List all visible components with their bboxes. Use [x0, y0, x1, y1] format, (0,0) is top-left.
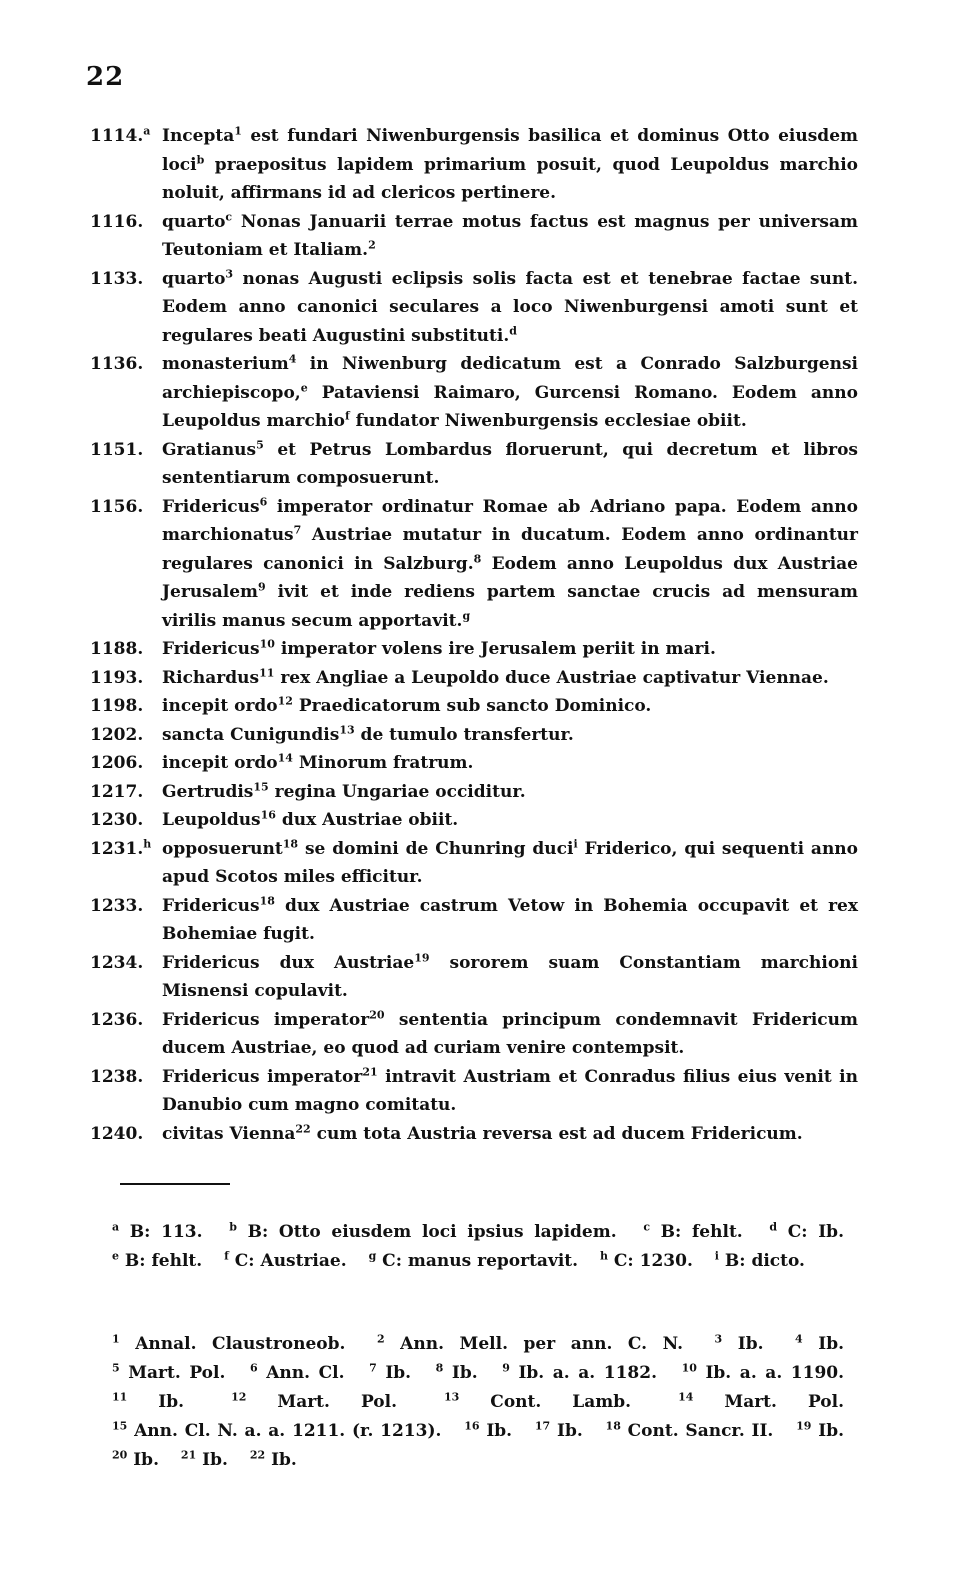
footnote-marker: 17	[534, 1419, 551, 1433]
footnote-marker: 18	[605, 1419, 621, 1433]
entry-text-segment: fundator Niwenburgensis ecclesiae obiit.	[349, 411, 747, 431]
entry-text-segment: Incepta	[162, 126, 235, 146]
chronicle-entry	[90, 493, 858, 636]
footnote-text: C: manus reportavit.	[376, 1251, 579, 1271]
footnote-marker: 9	[502, 1361, 510, 1375]
source-note	[715, 1334, 764, 1354]
chronicle-entry	[90, 436, 858, 493]
entry-year	[90, 664, 162, 693]
chronicle-entry	[90, 1006, 858, 1063]
entry-text-segment: Fridericus imperator	[162, 1066, 363, 1087]
source-note	[112, 1450, 159, 1470]
footnote-text: B: 113.	[119, 1222, 203, 1242]
footnote-marker: 7	[293, 523, 302, 537]
chronicle-entry	[90, 664, 858, 693]
entry-text	[162, 692, 858, 721]
entry-text-segment: monasterium	[162, 354, 289, 374]
entry-year	[90, 835, 162, 864]
footnote-marker: 13	[339, 722, 355, 736]
entry-text-segment: Gertrudis	[162, 781, 254, 802]
chronicle-entry	[90, 1120, 858, 1149]
entry-text-segment: quarto	[162, 268, 226, 289]
entry-text-segment: Eodem anno Leupoldus dux Austriae Jerusalem	[162, 553, 859, 602]
year-label: 1114.	[90, 126, 144, 146]
entry-text	[162, 892, 858, 949]
entry-year	[90, 436, 162, 465]
source-note	[377, 1334, 683, 1354]
footnote-marker: 14	[277, 751, 293, 765]
footnote-text: Ib. a. a. 1190.	[696, 1363, 845, 1383]
footnote-marker: 5	[112, 1361, 120, 1375]
footnote-marker: 16	[464, 1419, 480, 1433]
entry-text-segment: sancta Cunigundis	[162, 724, 340, 745]
entry-text-segment: imperator ordinatur Romae ab Adriano papa. Eodem anno marchionatus	[162, 496, 858, 545]
entry-text-segment: in Niwenburg dedicatum est a Conrado Salzburgensi archiepiscopo,	[162, 354, 858, 403]
footnote-marker: d	[769, 1220, 778, 1234]
year-label: 1116.	[90, 211, 144, 232]
entry-text	[162, 806, 858, 835]
entry-text-segment: civitas Vienna	[162, 1123, 296, 1144]
footnote-marker: b	[196, 152, 205, 166]
entry-text	[162, 835, 858, 892]
year-label: 1133.	[90, 268, 144, 289]
footnote-marker: h	[599, 1249, 608, 1263]
footnote-text: Cont. Sancr. II.	[620, 1421, 774, 1441]
source-note	[112, 1334, 345, 1354]
footnote-marker: 15	[253, 779, 269, 793]
entry-year	[90, 692, 162, 721]
year-label: 1233.	[90, 895, 144, 916]
source-note	[606, 1421, 774, 1441]
variant-note	[369, 1251, 579, 1271]
footnote-text: Ib.	[479, 1421, 513, 1441]
entry-year	[90, 949, 162, 978]
footnote-text: Annal. Claustroneob.	[119, 1334, 346, 1354]
entry-text-segment: rex Angliae a Leupoldo duce Austriae captivatur Viennae.	[274, 667, 829, 688]
footnote-text: B: dicto.	[718, 1251, 805, 1271]
footnote-marker: c	[643, 1220, 651, 1234]
entry-text-segment: Fridericus	[162, 895, 260, 916]
chronicle-entry	[90, 122, 858, 208]
chronicle-entry	[90, 949, 858, 1006]
footnote-marker: 16	[260, 808, 276, 822]
footnote-marker: i	[573, 836, 578, 850]
chronicle-entry	[90, 835, 858, 892]
entry-text-segment: de tumulo transfertur.	[354, 724, 574, 745]
entry-text	[162, 436, 858, 493]
footnote-marker: 15	[112, 1419, 128, 1433]
footnote-marker: 6	[259, 494, 268, 508]
entry-text-segment: opposuerunt	[162, 838, 283, 859]
variant-marker: a	[143, 124, 151, 138]
variant-note	[715, 1251, 805, 1271]
footnote-marker: 3	[714, 1332, 723, 1346]
footnote-marker: f	[224, 1249, 229, 1263]
footnote-text: Cont. Lamb.	[459, 1392, 632, 1412]
entry-text-segment: sororem suam Constantiam marchioni Misnensi copulavit.	[162, 952, 859, 1001]
entry-text-segment: Austriae mutatur in ducatum. Eodem anno ordinantur regulares canonici in Salzburg.	[162, 525, 858, 574]
footnote-text: B: fehlt.	[650, 1222, 743, 1242]
chronicle-entry	[90, 892, 858, 949]
entry-text-segment: Pataviensi Raimaro, Gurcensi Romano. Eodem anno Leupoldus marchio	[162, 382, 858, 431]
footnote-text: B: Otto eiusdem loci ipsius lapidem.	[236, 1222, 617, 1242]
entry-text	[162, 1063, 858, 1120]
year-label: 1188.	[90, 639, 144, 659]
footnote-marker: 10	[259, 637, 275, 651]
footnote-text: Ib.	[802, 1334, 844, 1354]
footnote-marker: 6	[249, 1361, 258, 1375]
footnote-text: Ib.	[722, 1334, 764, 1354]
footnote-divider	[120, 1183, 230, 1185]
entry-text-segment: Leupoldus	[162, 810, 261, 830]
year-label: 1206.	[90, 753, 144, 773]
footnote-marker: 18	[259, 893, 275, 907]
footnote-marker: 3	[225, 266, 234, 280]
entry-text-segment: Minorum fratrum.	[292, 753, 474, 773]
footnote-text: Ib.	[127, 1450, 159, 1470]
footnote-marker: g	[368, 1249, 377, 1263]
footnote-text: C: Ib.	[777, 1222, 844, 1242]
source-note	[436, 1363, 478, 1383]
source-note	[250, 1450, 297, 1470]
year-label: 1198.	[90, 696, 144, 716]
footnote-marker: 7	[369, 1361, 377, 1375]
footnote-marker: 13	[444, 1390, 460, 1404]
entry-text-segment: sententia principum condemnavit Fridericum ducem Austriae, eo quod ad curiam venire contempsit.	[162, 1009, 858, 1058]
chronicle-entry	[90, 265, 858, 351]
entry-text-segment: Fridericus imperator	[162, 1009, 370, 1030]
footnote-marker: i	[714, 1249, 719, 1263]
entry-text-segment: Fridericus	[162, 496, 260, 517]
variant-marker: h	[143, 836, 152, 850]
chronicle-entry	[90, 350, 858, 436]
source-note	[502, 1363, 657, 1383]
source-note	[535, 1421, 583, 1441]
entry-text-segment: Richardus	[162, 667, 260, 688]
entry-text	[162, 664, 858, 693]
footnote-marker: e	[300, 380, 308, 394]
footnote-marker: f	[345, 409, 350, 423]
footnote-marker: 19	[796, 1419, 812, 1433]
entry-year	[90, 122, 162, 151]
entry-text-segment: praepositus lapidem primarium posuit, quod Leupoldus marchio noluit, affirmans id ad clericos pertinere.	[162, 154, 858, 203]
chronicle-entry	[90, 635, 858, 664]
footnote-marker: 5	[256, 437, 264, 451]
footnote-marker: 2	[368, 238, 376, 252]
chronicle-entry	[90, 778, 858, 807]
footnote-text: Ib.	[550, 1421, 583, 1441]
entry-text-segment: et Petrus Lombardus floruerunt, qui decretum et libros sententiarum composuerunt.	[162, 439, 858, 488]
variant-note	[112, 1222, 203, 1242]
entry-text-segment: Fridericus dux Austriae	[162, 952, 415, 973]
source-note	[464, 1421, 512, 1441]
footnote-marker: g	[462, 608, 471, 622]
footnote-marker: 10	[681, 1361, 697, 1375]
footnote-text: Ib.	[196, 1450, 228, 1470]
entry-year	[90, 1006, 162, 1035]
footnote-marker: 11	[112, 1390, 128, 1404]
footnote-marker: 2	[376, 1332, 385, 1346]
entry-year	[90, 1063, 162, 1092]
footnote-marker: 20	[369, 1007, 385, 1021]
footnote-text: Ib.	[376, 1363, 412, 1383]
footnote-marker: 11	[259, 665, 275, 679]
entry-text	[162, 493, 858, 636]
footnote-marker: b	[229, 1220, 237, 1234]
entry-year	[90, 493, 162, 522]
footnote-text: Mart. Pol.	[246, 1392, 397, 1412]
variant-note	[224, 1251, 347, 1271]
entry-text-segment: se domini de Chunring duci	[298, 838, 574, 859]
entry-year	[90, 721, 162, 750]
entry-text	[162, 1006, 858, 1063]
footnote-marker: 4	[288, 352, 297, 366]
entry-text-segment: imperator volens ire Jerusalem periit in mari.	[274, 639, 716, 659]
source-note	[112, 1392, 184, 1412]
variant-note	[643, 1222, 742, 1242]
entry-text-segment: incepit ordo	[162, 753, 278, 773]
entry-text-segment: cum tota Austria reversa est ad ducem Fridericum.	[310, 1123, 803, 1144]
source-note	[112, 1363, 225, 1383]
entry-year	[90, 778, 162, 807]
footnote-marker: 22	[249, 1448, 266, 1462]
variant-note	[112, 1251, 202, 1271]
entry-text-segment: ivit et inde rediens partem sanctae crucis ad mensuram virilis manus secum apportavit.	[162, 582, 858, 631]
entry-year	[90, 892, 162, 921]
source-note	[444, 1392, 631, 1412]
footnote-marker: 18	[282, 836, 299, 850]
source-note	[250, 1363, 345, 1383]
footnote-text: B: fehlt.	[119, 1251, 203, 1271]
entry-text	[162, 949, 858, 1006]
footnote-text: Ann. Cl. N. a. a. 1211. (r. 1213).	[127, 1421, 442, 1441]
chronicle-entry	[90, 749, 858, 778]
chronicle-entry	[90, 806, 858, 835]
variant-footnotes	[112, 1218, 860, 1276]
source-note	[231, 1392, 397, 1412]
entry-text	[162, 1120, 858, 1149]
chronicle-entry	[90, 692, 858, 721]
entry-year	[90, 1120, 162, 1149]
year-label: 1230.	[90, 810, 144, 830]
source-note	[181, 1450, 228, 1470]
entry-text	[162, 635, 858, 664]
footnote-marker: 21	[362, 1064, 378, 1078]
footnote-text: Ib.	[127, 1392, 185, 1412]
footnote-text: Ib.	[811, 1421, 845, 1441]
footnote-marker: 14	[678, 1390, 694, 1404]
footnote-marker: 8	[473, 551, 482, 565]
chronicle-entries	[90, 122, 858, 1148]
year-label: 1236.	[90, 1009, 144, 1030]
footnote-marker: 12	[231, 1390, 247, 1404]
entry-text	[162, 749, 858, 778]
footnote-text: Ib.	[265, 1450, 297, 1470]
chronicle-entry	[90, 1063, 858, 1120]
entry-text-segment: regina Ungariae occiditur.	[268, 781, 526, 802]
footnote-marker: 19	[414, 950, 430, 964]
source-footnotes	[112, 1330, 860, 1475]
entry-text	[162, 778, 858, 807]
entry-text-segment: intravit Austriam et Conradus filius eius venit in Danubio cum magno comitatu.	[162, 1066, 858, 1115]
year-label: 1217.	[90, 781, 144, 802]
footnote-text: Mart. Pol.	[693, 1392, 844, 1412]
year-label: 1151.	[90, 439, 144, 460]
entry-text-segment: Praedicatorum sub sancto Dominico.	[292, 696, 652, 716]
footnote-marker: 12	[277, 694, 293, 708]
entry-text	[162, 122, 858, 208]
year-label: 1234.	[90, 952, 144, 973]
footnote-text: C: Austriae.	[228, 1251, 347, 1271]
variant-note	[229, 1222, 616, 1242]
footnote-marker: 1	[234, 124, 242, 138]
year-label: 1240.	[90, 1123, 144, 1144]
variant-note	[600, 1251, 693, 1271]
entry-text-segment: nonas Augusti eclipsis solis facta est et tenebrae factae sunt. Eodem anno canonici seculares a loco Niwenburgensi amoti sunt et regulares beati Augustini substituti.	[162, 268, 858, 346]
footnote-marker: c	[225, 209, 233, 223]
entry-text	[162, 265, 858, 351]
entry-text-segment: Gratianus	[162, 439, 257, 460]
entry-text-segment: incepit ordo	[162, 696, 278, 716]
page-number: 22	[86, 62, 125, 92]
source-note	[796, 1421, 844, 1441]
entry-year	[90, 749, 162, 778]
year-label: 1193.	[90, 667, 144, 688]
entry-text	[162, 208, 858, 265]
footnote-marker: 21	[180, 1448, 197, 1462]
footnote-marker: 20	[112, 1448, 128, 1462]
footnote-text: Mart. Pol.	[119, 1363, 226, 1383]
footnote-marker: d	[509, 323, 517, 337]
entry-text-segment: Friderico, qui sequenti anno apud Scotos miles efficitur.	[162, 838, 859, 887]
chronicle-entry	[90, 721, 858, 750]
year-label: 1231.	[90, 838, 144, 859]
entry-text-segment: Nonas Januarii terrae motus factus est magnus per universam Teutoniam et Italiam.	[162, 211, 858, 260]
footnote-marker: e	[112, 1249, 119, 1263]
chronicle-entry	[90, 208, 858, 265]
year-label: 1156.	[90, 496, 144, 517]
source-note	[369, 1363, 411, 1383]
entry-year	[90, 208, 162, 237]
footnote-marker: 4	[795, 1332, 803, 1346]
footnote-marker: a	[112, 1220, 120, 1234]
footnote-text: Ann. Mell. per ann. C. N.	[384, 1334, 683, 1354]
footnote-text: C: 1230.	[607, 1251, 693, 1271]
entry-text-segment: Fridericus	[162, 639, 260, 659]
entry-year	[90, 635, 162, 664]
entry-text	[162, 350, 858, 436]
footnote-text: Ib.	[443, 1363, 478, 1383]
entry-text-segment: dux Austriae castrum Vetow in Bohemia occupavit et rex Bohemiae fugit.	[162, 895, 858, 944]
variant-note	[769, 1222, 844, 1242]
year-label: 1136.	[90, 354, 144, 374]
footnote-marker: 22	[295, 1121, 311, 1135]
source-note	[682, 1363, 844, 1383]
entry-year	[90, 265, 162, 294]
year-label: 1202.	[90, 724, 144, 745]
footnote-marker: 8	[435, 1361, 444, 1375]
entry-text-segment: quarto	[162, 211, 226, 232]
footnote-marker: 1	[112, 1332, 120, 1346]
footnote-text: Ib. a. a. 1182.	[509, 1363, 658, 1383]
entry-text-segment: est fundari Niwenburgensis basilica et dominus Otto eiusdem loci	[162, 126, 858, 175]
footnote-marker: 9	[258, 580, 266, 594]
entry-text	[162, 721, 858, 750]
source-note	[795, 1334, 844, 1354]
entry-text-segment: dux Austriae obiit.	[275, 810, 459, 830]
entry-year	[90, 806, 162, 835]
source-note	[112, 1421, 441, 1441]
footnote-text: Ann. Cl.	[257, 1363, 345, 1383]
entry-year	[90, 350, 162, 379]
source-note	[678, 1392, 844, 1412]
year-label: 1238.	[90, 1066, 144, 1087]
